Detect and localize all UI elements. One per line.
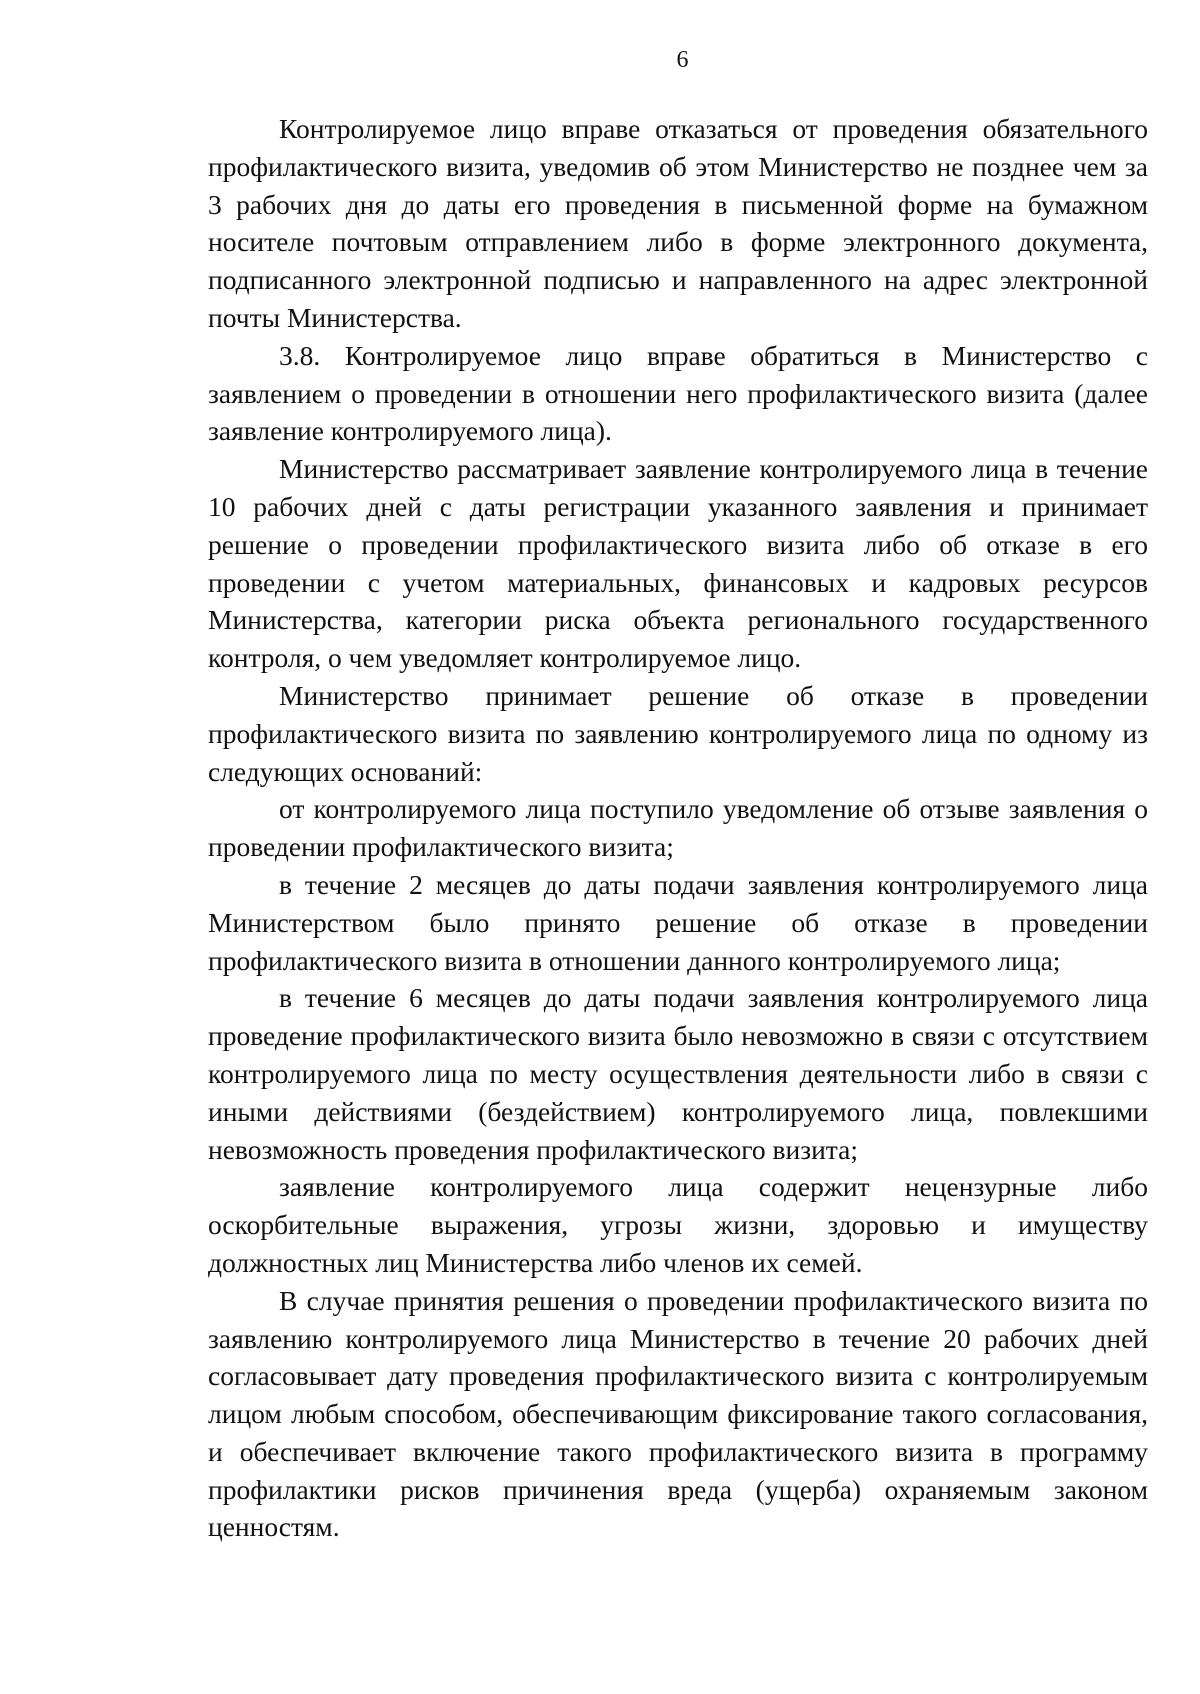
paragraph-refusal-mandatory-visit: Контролируемое лицо вправе отказаться от проведения обязательного профилактического визита, уведомив об этом Министерство не позднее чем за 3 рабочих дня до даты его проведения в письменной форме на бумажном носителе почтовым отправлением либо в форме электронного документа, подписанного электронной подписью и направленного на адрес электронной почты Министерства.	[208, 113, 1148, 333]
paragraph-refusal-grounds-intro: Министерство принимает решение об отказе в проведении профилактического визита по заявлению контролируемого лица по одному из следующих оснований:	[208, 679, 1148, 787]
paragraph-ground-withdrawal: от контролируемого лица поступило уведомление об отзыве заявления о проведении профилактического визита;	[208, 793, 1148, 863]
paragraph-approval-procedure: В случае принятия решения о проведении профилактического визита по заявлению контролируемого лица Министерство в течение 20 рабочих дней согласовывает дату проведения профилактического визита с контролируемым лицом любым способом, обеспечивающим фиксирование такого согласования, и обеспечивает включение такого профилактического визита в программу профилактики рисков причинения вреда (ущерба) охраняемым законом ценностям.	[208, 1284, 1148, 1543]
paragraph-ground-impossible-visit: в течение 6 месяцев до даты подачи заявления контролируемого лица проведение профилактического визита было невозможно в связи с отсутствием контролируемого лица по месту осуществления деятельности либо в связи с иными действиями (бездействием) контролируемого лица, повлекшими невозможность проведения профилактического визита;	[208, 982, 1148, 1165]
paragraph-ground-prior-refusal: в течение 2 месяцев до даты подачи заявления контролируемого лица Министерством было принято решение об отказе в проведении профилактического визита в отношении данного контролируемого лица;	[208, 868, 1148, 976]
paragraph-ministry-review: Министерство рассматривает заявление контролируемого лица в течение 10 рабочих дней с даты регистрации указанного заявления и принимает решение о проведении профилактического визита либо об отказе в его проведении с учетом материальных, финансовых и кадровых ресурсов Министерства, категории риска объекта регионального государственного контроля, о чем уведомляет контролируемое лицо.	[208, 453, 1148, 674]
document-body	[208, 110, 1148, 1546]
page-number: 6	[676, 47, 689, 73]
paragraph-3-8-application: 3.8. Контролируемое лицо вправе обратиться в Министерство с заявлением о проведении в отношении него профилактического визита (далее заявление контролируемого лица).	[208, 339, 1148, 447]
paragraph-ground-offensive-content: заявление контролируемого лица содержит нецензурные либо оскорбительные выражения, угрозы жизни, здоровью и имуществу должностных лиц Министерства либо членов их семей.	[208, 1171, 1148, 1278]
